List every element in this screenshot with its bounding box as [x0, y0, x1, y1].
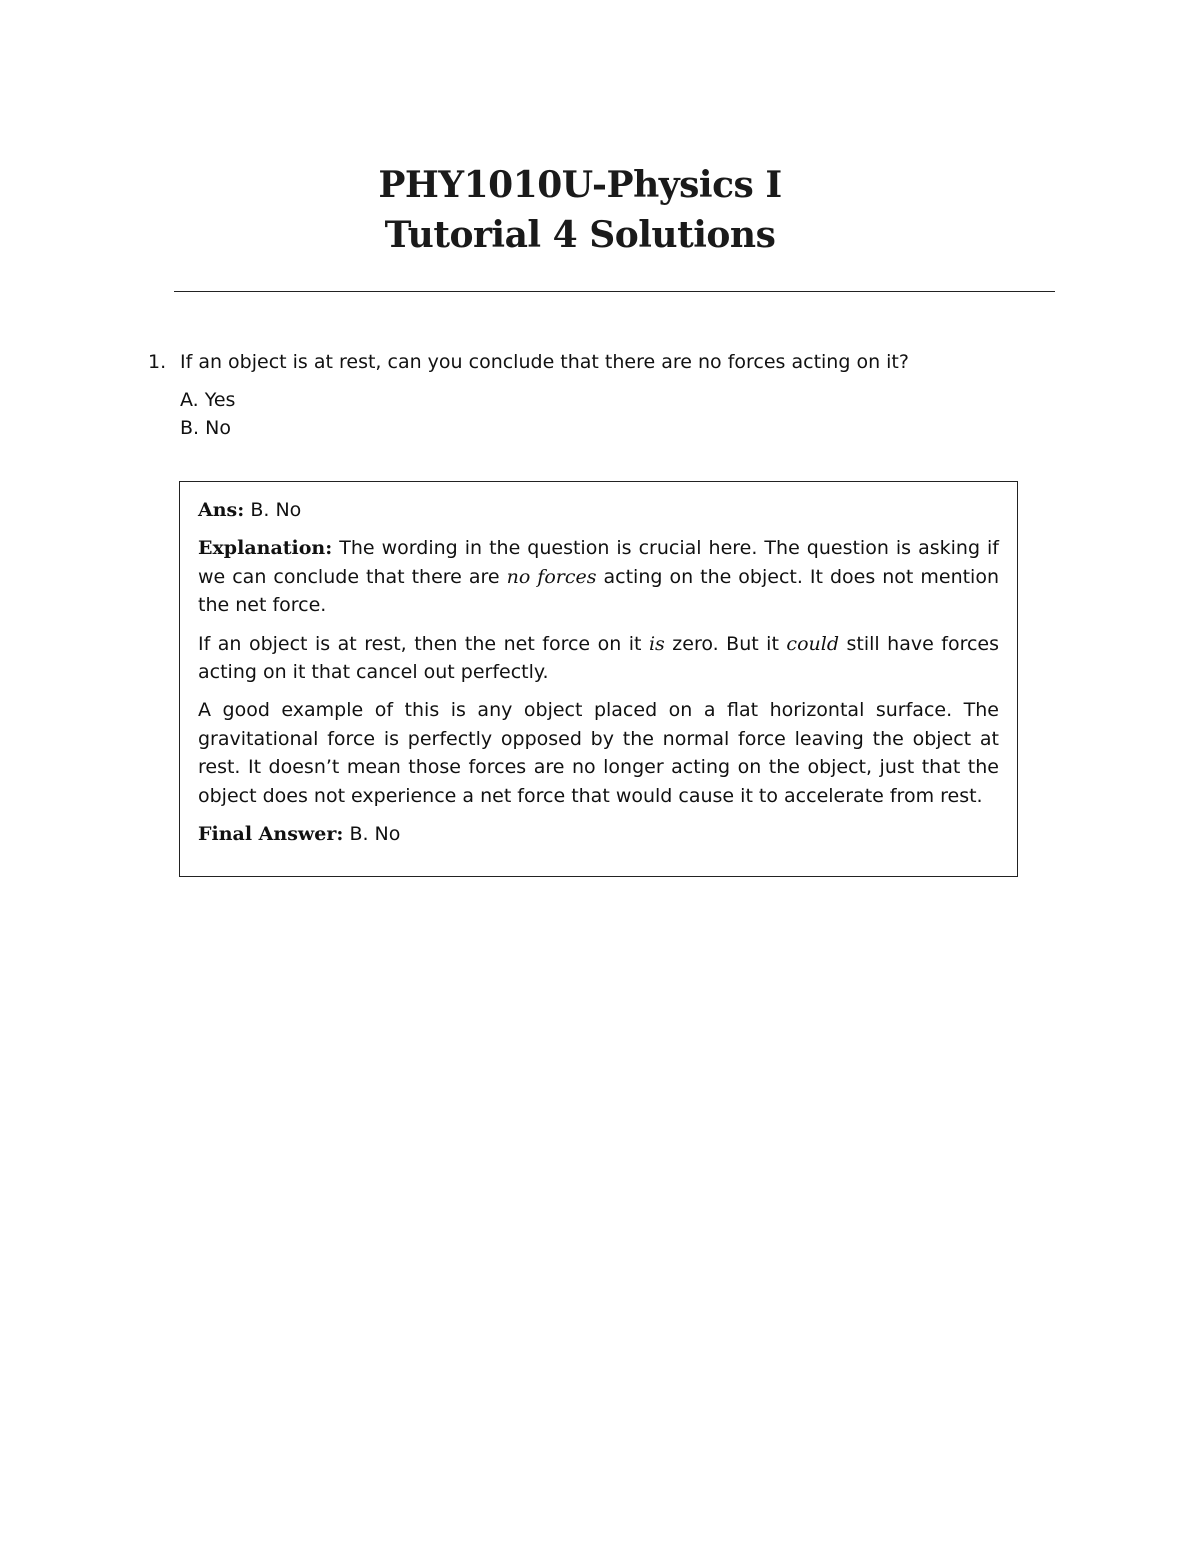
document-title: PHY1010U-Physics I	[378, 164, 782, 206]
final-answer-line	[198, 820, 999, 848]
ans-line	[198, 496, 999, 524]
net-force-paragraph	[198, 630, 999, 687]
explanation-paragraph	[198, 534, 999, 619]
explanation-text-2: acting on the object. It does not mention the net force.	[198, 565, 1000, 617]
option-a-text: Yes	[204, 389, 236, 411]
final-answer-label: Final Answer:	[198, 823, 344, 846]
explanation-emphasis: no forces	[506, 565, 597, 588]
ans-value: B. No	[250, 499, 302, 521]
para2-emphasis-is: is	[648, 632, 665, 655]
explanation-text-1: The wording in the question is crucial here. The question is asking if we can conclude that there are	[198, 537, 999, 588]
example-paragraph: A good example of this is any object placed on a flat horizontal surface. The gravitational force is perfectly opposed by the normal force leaving the object at rest. It doesn’t mean those forces are no longer acting on the object, just that the object does not experience a net force that would cause it to accelerate from rest.	[198, 699, 999, 807]
final-answer-value: B. No	[349, 823, 401, 846]
option-b-text: No	[205, 417, 231, 439]
answer-box	[179, 481, 1018, 877]
ans-label: Ans:	[198, 499, 245, 521]
option-b	[180, 414, 235, 442]
question-text: If an object is at rest, can you conclude that there are no forces acting on it?	[180, 351, 909, 373]
option-a-letter: A.	[180, 389, 199, 411]
question-1	[148, 348, 1048, 376]
title-divider	[174, 291, 1055, 292]
question-number: 1.	[148, 351, 167, 373]
document-subtitle: Tutorial 4 Solutions	[384, 214, 776, 256]
option-b-letter: B.	[180, 417, 200, 439]
explanation-label: Explanation:	[198, 537, 333, 560]
para2-text-3: still have forces acting on it that cancel out perfectly.	[198, 632, 1000, 684]
option-a	[180, 386, 235, 414]
para2-text-1: If an object is at rest, then the net force on it	[198, 632, 642, 655]
page-header	[0, 160, 1160, 260]
question-options	[180, 386, 235, 442]
para2-emphasis-could: could	[786, 632, 839, 655]
para2-text-2: zero. But it	[672, 632, 779, 655]
